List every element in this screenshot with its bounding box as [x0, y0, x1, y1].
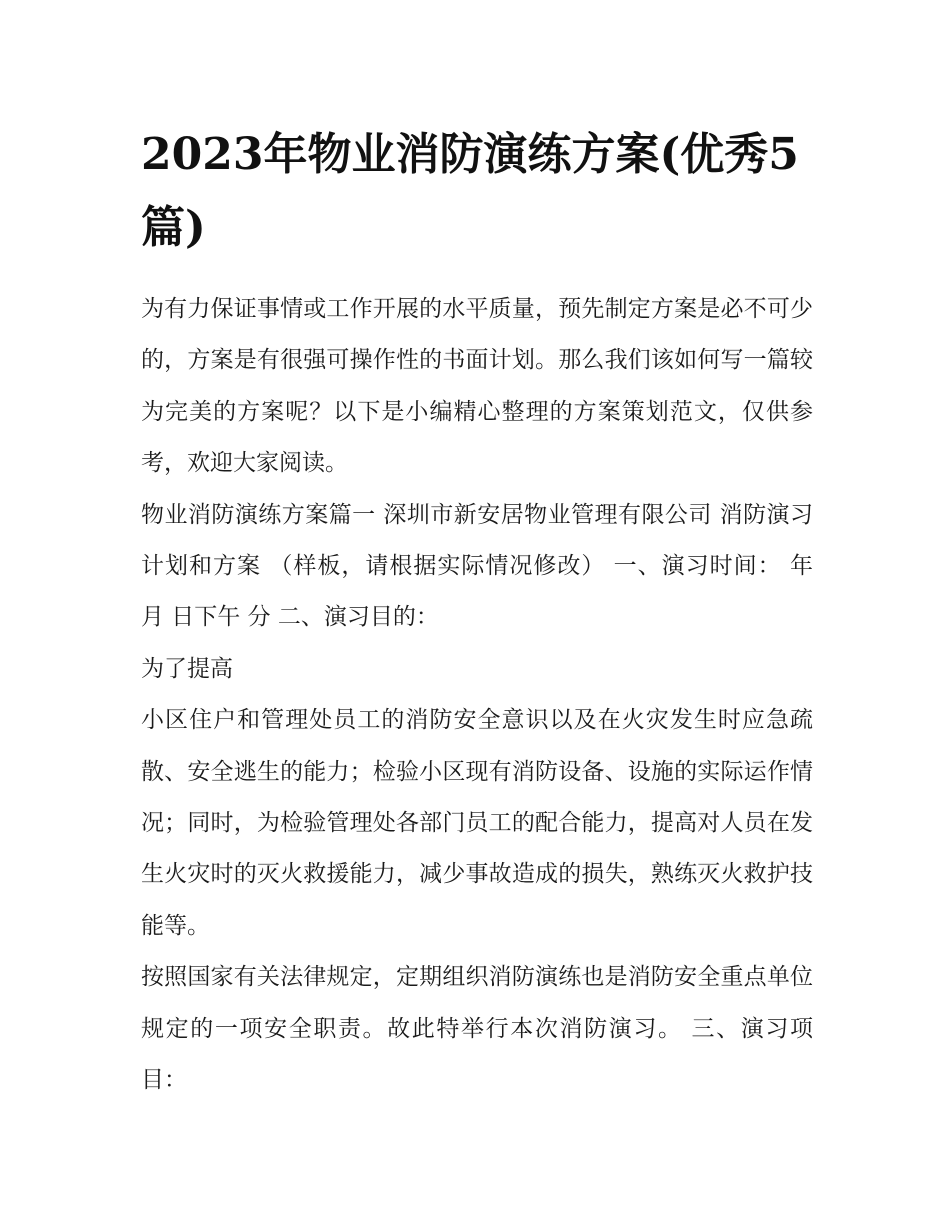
paragraph-purpose-lead: 为了提高 [141, 655, 233, 682]
paragraph-intro: 为有力保证事情或工作开展的水平质量，预先制定方案是必不可少的，方案是有很强可操作性的书面计划。那么我们该如何写一篇较为完美的方案呢？以下是小编精心整理的方案策划范文，仅供参考，欢迎大家阅读。 [141, 296, 813, 477]
paragraph-purpose-detail: 小区住户和管理处员工的消防安全意识以及在火灾发生时应急疏散、安全逃生的能力；检验小区现有消防设备、设施的实际运作情况；同时，为检验管理处各部门员工的配合能力，提高对人员在发生火灾时的灭火救援能力，减少事故造成的损失，熟练灭火救护技能等。 [141, 707, 813, 939]
document-title: 2023年物业消防演练方案(优秀5篇) [141, 129, 799, 253]
paragraph-plan-one-header: 物业消防演练方案篇一 深圳市新安居物业管理有限公司 消防演习计划和方案 （样板，请根据实际情况修改） 一、演习时间： 年 月 日下午 分 二、演习目的： [141, 501, 813, 631]
paragraph-legal-basis: 按照国家有关法律规定，定期组织消防演练也是消防安全重点单位规定的一项安全职责。故此特举行本次消防演习。 三、演习项目： [141, 964, 813, 1094]
document-body [141, 118, 813, 1107]
